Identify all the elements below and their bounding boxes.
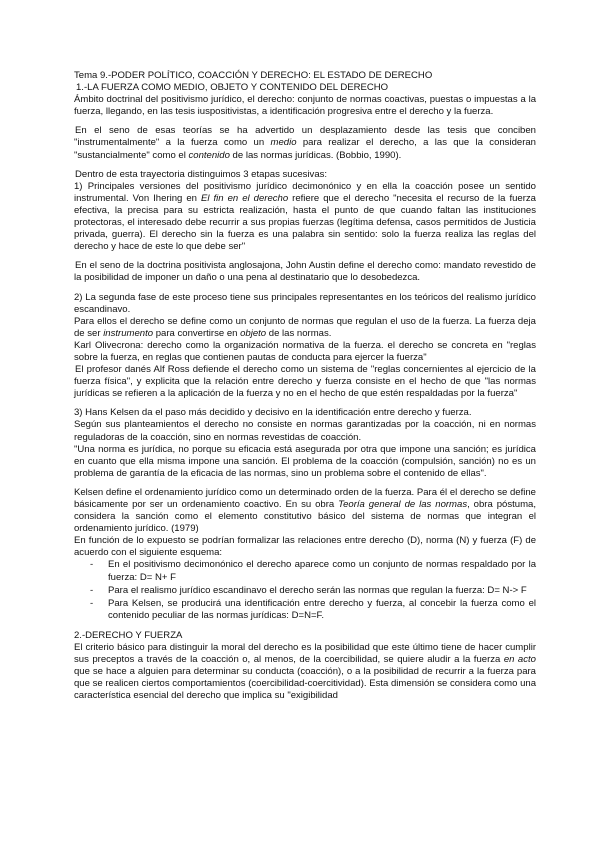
intro-paragraph: Ámbito doctrinal del positivismo jurídico, el derecho: conjunto de normas coactivas, puestas o impuestas a la fuerza, llegando, en las tesis iuspositivistas, a identificación progresiva entre el derecho y la fuerza.: [74, 94, 536, 118]
section-1-heading: 1.-LA FUERZA COMO MEDIO, OBJETO Y CONTENIDO DEL DERECHO: [76, 82, 389, 94]
scheme-item-kelsen: - Para Kelsen, se producirá una identificación entre derecho y fuerza, al concebir la fuerza como el contenido peculiar de las normas jurídicas: D=N=F.: [90, 598, 536, 622]
scheme-item-realism: - Para el realismo jurídico escandinavo el derecho serán las normas que regulan la fuerza: D= N-> F: [90, 585, 536, 597]
stages-intro: Dentro de esta trayectoria distinguimos 3 etapas sucesivas:: [75, 168, 328, 180]
kelsen-quote-paragraph: "Una norma es jurídica, no porque su eficacia está asegurada por otra que impone una sanción; es jurídica en cuanto que ella misma impone una sanción. El problema de la coacción (compulsión, sanción) no es un problema de garantía de la eficacia de las normas, sino un problema sobre el contenido de ellas".: [74, 443, 536, 479]
stage-1-paragraph: 1) Principales versiones del positivismo jurídico decimonónico y en ella la coacción posee un sentido instrumental. Von Ihering en El fin en el derecho refiere que el derecho "necesita el recurso de la fuerza efectiva, la precisa para su estricta realización, hasta el punto de que cuando faltan las instituciones protectoras, el interesado debe recurrir a sus propias fuerzas (legítima defensa, casos permitidos de Justicia privada, guerra). El derecho sin la fuerza es una palabra sin sentido: solo la fuerza realiza las reglas del derecho y hace de este lo que debe ser": [74, 180, 536, 253]
kelsen-order-paragraph: Kelsen define el ordenamiento jurídico como un determinado orden de la fuerza. Para él el derecho se define básicamente por ser un ordenamiento coactivo. En su obra Teoría general de las normas, obra póstuma, considera la sanción como el elemento constitutivo básico del sistema de normas que integran el ordenamiento jurídico. (1979): [74, 486, 536, 535]
realism-paragraph: Para ellos el derecho se define como un conjunto de normas que regulan el uso de la fuerza. La fuerza deja de ser instrumento para convertirse en objeto de las normas.: [74, 315, 536, 339]
stage-3-paragraph: 3) Hans Kelsen da el paso más decidido y decisivo en la identificación entre derecho y fuerza.: [74, 407, 472, 419]
scheme-intro-paragraph: En función de lo expuesto se podrían formalizar las relaciones entre derecho (D), norma (N) y fuerza (F) de acuerdo con el siguiente esquema:: [74, 535, 536, 559]
force-paragraph: El criterio básico para distinguir la moral del derecho es la posibilidad que este último tiene de hacer cumplir sus preceptos a través de la coacción o, al menos, de la coercibilidad, se quiere aludir a la fuerza en acto que se hace a alguien para determinar su conducta (coacción), o a la posibilidad de recurrir a la fuerza para que se realicen ciertos comportamientos (coercibilidad-coercitividad). Esta dimensión se considera como una característica esencial del derecho que implica su "exigibilidad: [74, 642, 536, 702]
stage-2-paragraph: 2) La segunda fase de este proceso tiene sus principales representantes en los teóricos del realismo jurídico escandinavo.: [74, 291, 536, 315]
kelsen-approach-paragraph: Según sus planteamientos el derecho no consiste en normas garantizadas por la coacción, ni en normas reguladoras de la coacción, sino en normas revestidas de coacción.: [74, 419, 536, 443]
austin-paragraph: En el seno de la doctrina positivista anglosajona, John Austin define el derecho como: mandato revestido de la posibilidad de imponer un daño o una pena al destinatario que lo desobedezca.: [74, 260, 536, 284]
bobbio-paragraph: En el seno de esas teorías se ha advertido un desplazamiento desde las tesis que conciben "instrumentalmente" a la fuerza como un medio para realizar el derecho, a las que la consideran "sustancialmente" como el contenido de las normas jurídicas. (Bobbio, 1990).: [74, 125, 536, 161]
scheme-item-positivism: - En el positivismo decimonónico el derecho aparece como un conjunto de normas respaldado por la fuerza: D= N+ F: [90, 559, 536, 583]
document-page: [74, 70, 536, 703]
document-title: Tema 9.-PODER POLÍTICO, COACCIÓN Y DERECHO: EL ESTADO DE DERECHO: [74, 70, 433, 81]
section-2-heading: 2.-DERECHO Y FUERZA: [74, 629, 183, 641]
ross-paragraph: El profesor danés Alf Ross defiende el derecho como un sistema de "reglas concernientes al ejercicio de la fuerza física", y explicita que la relación entre derecho y fuerza consiste en el hecho de que "las normas jurídicas se refieren a la aplicación de la fuerza y no en el hecho de que estén respaldadas por la fuerza": [74, 364, 536, 400]
olivecrona-paragraph: Karl Olivecrona: derecho como la organización normativa de la fuerza. el derecho se concreta en "reglas sobre la fuerza, en reglas que contienen pautas de conducta para ejercer la fuerza": [74, 339, 536, 363]
scheme-list: [74, 559, 536, 621]
